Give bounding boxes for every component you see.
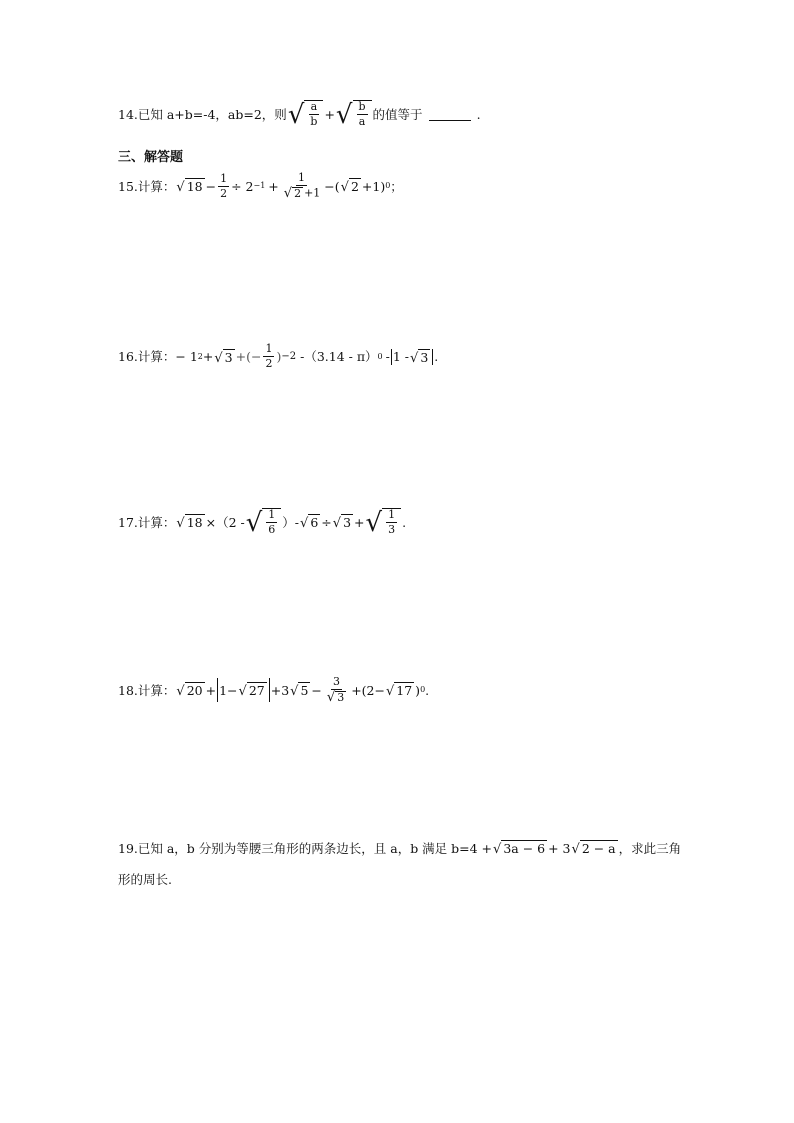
radical-icon: √ (332, 516, 342, 532)
q17-label: 17.计算： (118, 514, 176, 530)
radical-icon: √ (493, 842, 502, 857)
q14-end: . (476, 106, 481, 122)
sqrt-3: √ 3 (410, 349, 429, 366)
plus-term: +3 (270, 682, 290, 698)
minus-sign: − (205, 178, 217, 194)
radical-icon: √ (238, 684, 247, 700)
radical-icon: √ (176, 180, 185, 196)
plus-sign: + (205, 682, 217, 698)
numerator: a (309, 101, 320, 115)
abs-bar-left (217, 678, 218, 702)
q16-label: 16.计算： (118, 349, 176, 365)
minus-sign: - (385, 349, 390, 365)
radical-icon: √ (300, 516, 309, 532)
paren-close: ）- (282, 514, 300, 530)
plus-sign: + (268, 178, 279, 194)
radical-icon: √ (326, 690, 336, 706)
exponent: −1 (253, 181, 266, 191)
exponent: 0 (385, 181, 391, 191)
plus-sign: + (202, 349, 214, 365)
sqrt-6: √ 6 (300, 515, 319, 532)
exponent: −2 (281, 350, 297, 362)
q15-end: ； (390, 178, 403, 194)
paren-close: ) (415, 682, 421, 698)
question-18 (118, 676, 718, 704)
radical-icon: √ (214, 350, 223, 366)
fraction-one-over-root2-plus1: 1 √ 2 +1 (283, 171, 321, 202)
abs-bar-right (432, 349, 433, 365)
plus-sign: + (354, 514, 365, 530)
q16-end: . (434, 349, 439, 365)
sqrt-2: √ 2 (340, 179, 359, 196)
sqrt-18: √ 18 (176, 515, 203, 532)
abs-bar-left (391, 349, 392, 365)
radical-icon: √ (365, 508, 383, 539)
lead-term: − 1 (175, 349, 198, 365)
radical-icon: √ (571, 842, 580, 857)
minus-sign: − (311, 682, 322, 698)
division-term: ÷ 2 (231, 178, 254, 194)
exponent: 0 (377, 351, 383, 361)
q17-end: . (402, 514, 407, 530)
exponent: 2 (197, 351, 203, 361)
radical-icon: √ (245, 508, 263, 539)
sqrt-3: √ 3 (332, 515, 352, 532)
sqrt-27: √ 27 (238, 683, 265, 700)
sqrt-5: √ 5 (290, 683, 309, 700)
abs-bar-right (269, 678, 270, 702)
fraction-3-over-root3: 3 √ 3 (326, 675, 345, 706)
question-19-line2: 形的周长. (118, 872, 172, 887)
radical-icon: √ (410, 350, 419, 366)
radical-icon: √ (290, 684, 299, 700)
denominator: a (358, 115, 366, 129)
question-16 (118, 343, 718, 370)
question-15 (118, 172, 718, 200)
radical-icon: √ (340, 180, 349, 196)
times-term: ×（2 - (205, 514, 245, 530)
section-title: 三、解答题 (118, 150, 184, 165)
numerator: b (357, 101, 368, 115)
q18-end: . (425, 682, 430, 698)
abs-inner: 1 - (392, 349, 410, 365)
radical-icon: √ (176, 684, 185, 700)
sqrt-18: √ 18 (176, 179, 203, 196)
answer-blank[interactable] (429, 108, 471, 121)
q19-suffix: ，求此三角 (618, 840, 682, 856)
sqrt-3a-minus-6: √ 3a − 6 (493, 841, 546, 857)
plus-term: + 3 (548, 840, 571, 856)
paren-open: +(− (235, 349, 262, 365)
division-sign: ÷ (321, 514, 332, 530)
radical-icon: √ (176, 516, 185, 532)
sqrt-3: √ 3 (214, 349, 233, 366)
radical-icon: √ (283, 186, 293, 202)
paren-open: −( (324, 178, 340, 194)
radical-icon: √ (385, 684, 395, 700)
sqrt-b-over-a (335, 100, 372, 131)
radical-icon: √ (335, 100, 353, 131)
paren-close: ) (276, 349, 282, 365)
fraction-half: $\frac{1}{2}$ (265, 342, 273, 371)
q19-prefix: 19.已知 a，b 分别为等腰三角形的两条边长，且 a，b 满足 b=4 + (118, 840, 493, 856)
pi-term: -（3.14 - π） (300, 349, 378, 365)
sqrt-2-minus-a: √ 2 − a (571, 841, 616, 857)
sqrt-one-third: √ $\frac{1}{3}$ (366, 508, 402, 536)
denominator: b (310, 115, 318, 129)
plus-sign: + (324, 106, 335, 122)
sqrt-20: √ 20 (176, 683, 203, 700)
abs-inner: 1− (219, 682, 238, 698)
paren-close: +1) (361, 178, 386, 194)
q15-label: 15.计算： (118, 178, 176, 194)
sqrt-one-sixth: √ $\frac{1}{6}$ (246, 508, 282, 536)
q14-suffix: 的值等于 (372, 106, 423, 122)
question-19 (118, 840, 718, 856)
q14-prefix: 14.已知 a+b=-4，ab=2，则 (118, 106, 287, 122)
sqrt-a-over-b (287, 100, 324, 131)
question-17 (118, 508, 718, 539)
plus-term: +(2− (351, 682, 385, 698)
fraction-half: $\frac{1}{2}$ (220, 171, 228, 200)
radical-icon: √ (287, 100, 305, 131)
question-14 (118, 100, 718, 131)
sqrt-17: √ 17 (385, 683, 413, 700)
q18-label: 18.计算： (118, 682, 176, 698)
exponent: 0 (420, 685, 426, 695)
